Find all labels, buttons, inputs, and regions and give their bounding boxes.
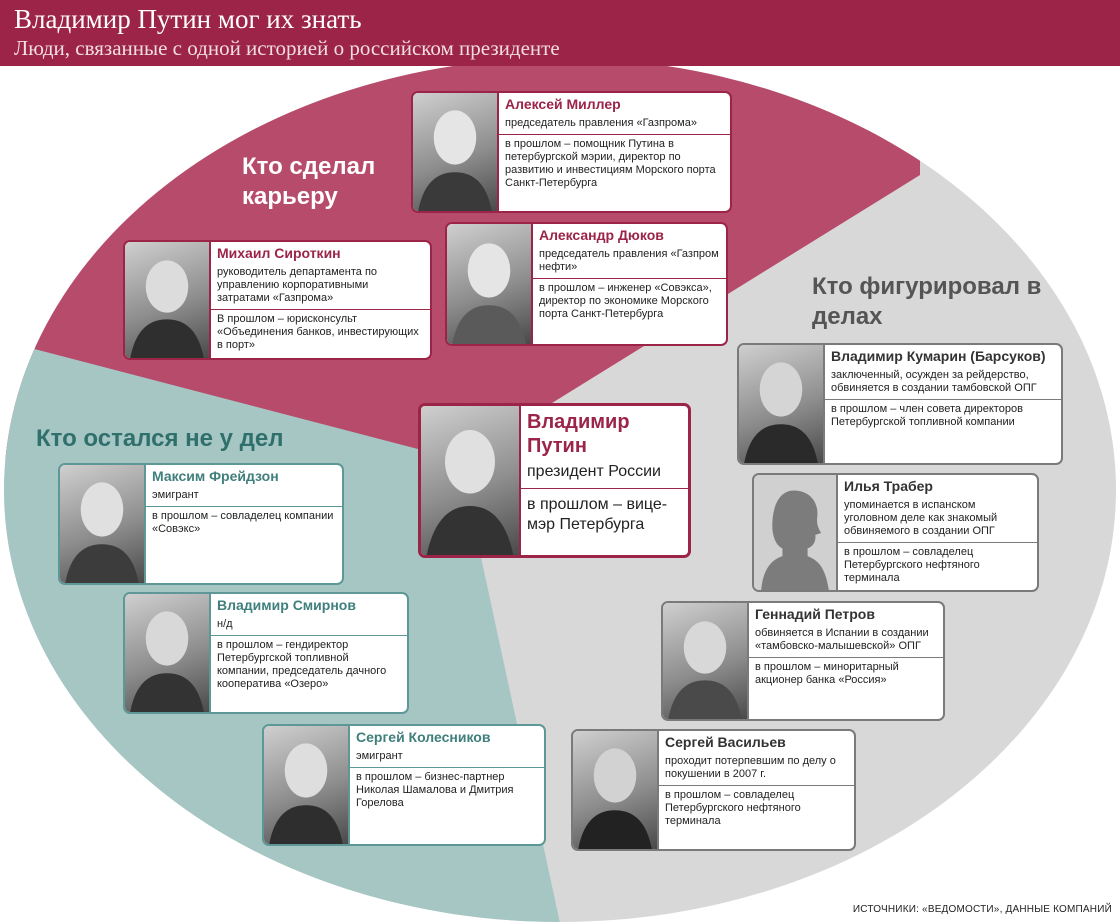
person-name: Александр Дюков bbox=[539, 227, 664, 243]
person-silhouette-icon bbox=[573, 731, 657, 849]
section-cases: Кто фигурировал в делах bbox=[812, 273, 1042, 330]
person-past: в прошлом – гендиректор Петербургской топливной компании, председатель дачного кооператива «Озеро» bbox=[211, 635, 407, 694]
person-name: Михаил Сироткин bbox=[217, 245, 341, 261]
person-past: в прошлом – миноритарный акционер банка «Россия» bbox=[749, 657, 943, 690]
person-role: президент России bbox=[521, 458, 688, 489]
person-role: председатель правления «Газпром нефти» bbox=[539, 248, 719, 273]
photo-dyukov bbox=[447, 224, 533, 344]
person-card-traber bbox=[752, 473, 1039, 592]
photo-freidzon bbox=[60, 465, 146, 583]
anonymous-silhouette-icon bbox=[754, 475, 836, 590]
person-silhouette-icon bbox=[447, 224, 531, 344]
person-name: Владимир Путин bbox=[527, 411, 630, 457]
person-silhouette-icon bbox=[421, 406, 519, 555]
person-past: в прошлом – вице-мэр Петербурга bbox=[527, 496, 668, 533]
photo-miller bbox=[413, 93, 499, 211]
person-role: руководитель департамента по управлению корпоративными затратами «Газпрома» bbox=[217, 266, 378, 304]
person-past: в прошлом – член совета директоров Петербургской топливной компании bbox=[825, 399, 1061, 432]
person-past: в прошлом – бизнес-партнер Николая Шамалова и Дмитрия Горелова bbox=[350, 767, 544, 813]
person-past: в прошлом – помощник Путина в петербургской мэрии, директор по развитию и инвестициям Морского порта Санкт-Петербурга bbox=[499, 134, 730, 193]
person-card-miller bbox=[411, 91, 732, 213]
header bbox=[0, 0, 1120, 66]
person-past: В прошлом – юрисконсульт «Объединения банков, инвестирующих в порт» bbox=[211, 309, 430, 355]
page-title: Владимир Путин мог их знать bbox=[14, 4, 362, 34]
person-role: эмигрант bbox=[356, 750, 403, 762]
person-name: Максим Фрейдзон bbox=[152, 468, 279, 484]
person-role: упоминается в испанском уголовном деле как знакомый обвиняемого в создании ОПГ bbox=[844, 499, 998, 537]
person-name: Сергей Васильев bbox=[665, 734, 786, 750]
person-name: Илья Трабер bbox=[844, 478, 933, 494]
person-card-petrov bbox=[661, 601, 945, 721]
photo-kumarin bbox=[739, 345, 825, 463]
photo-kolesnikov bbox=[264, 726, 350, 844]
person-card-kolesnikov bbox=[262, 724, 546, 846]
page-subtitle: Люди, связанные с одной историей о российском президенте bbox=[14, 36, 560, 60]
photo-smirnov bbox=[125, 594, 211, 712]
section-career: Кто сделал карьеру bbox=[242, 153, 376, 210]
person-card-putin bbox=[418, 403, 691, 558]
person-role: проходит потерпевшим по делу о покушении в 2007 г. bbox=[665, 755, 836, 780]
person-name: Геннадий Петров bbox=[755, 606, 875, 622]
person-silhouette-icon bbox=[125, 242, 209, 358]
person-name: Владимир Смирнов bbox=[217, 597, 356, 613]
person-past: в прошлом – совладелец Петербургского нефтяного терминала bbox=[838, 542, 1037, 588]
person-name: Сергей Колесников bbox=[356, 729, 491, 745]
person-card-kumarin bbox=[737, 343, 1063, 465]
person-silhouette-icon bbox=[125, 594, 209, 712]
photo-sirotkin bbox=[125, 242, 211, 358]
person-name: Владимир Кумарин (Барсуков) bbox=[831, 348, 1046, 364]
person-silhouette-icon bbox=[663, 603, 747, 719]
person-role: н/д bbox=[217, 618, 233, 630]
photo-vasiliev bbox=[573, 731, 659, 849]
photo-petrov bbox=[663, 603, 749, 719]
section-left-out: Кто остался не у дел bbox=[36, 425, 284, 452]
person-past: в прошлом – инженер «Совэкса», директор по экономике Морского порта Санкт-Петербурга bbox=[533, 278, 726, 324]
person-silhouette-icon bbox=[60, 465, 144, 583]
person-role: председатель правления «Газпрома» bbox=[505, 117, 697, 129]
person-role: эмигрант bbox=[152, 489, 199, 501]
person-card-freidzon bbox=[58, 463, 344, 585]
person-name: Алексей Миллер bbox=[505, 96, 621, 112]
person-card-sirotkin bbox=[123, 240, 432, 360]
photo-traber bbox=[754, 475, 838, 590]
person-card-dyukov bbox=[445, 222, 728, 346]
person-past: в прошлом – совладелец Петербургского нефтяного терминала bbox=[659, 785, 854, 831]
person-card-vasiliev bbox=[571, 729, 856, 851]
person-card-smirnov bbox=[123, 592, 409, 714]
person-role: обвиняется в Испании в создании «тамбовско-малышевской» ОПГ bbox=[755, 627, 929, 652]
person-past: в прошлом – совладелец компании «Совэкс» bbox=[146, 506, 342, 539]
person-silhouette-icon bbox=[264, 726, 348, 844]
person-silhouette-icon bbox=[739, 345, 823, 463]
person-role: заключенный, осужден за рейдерство, обвиняется в создании тамбовской ОПГ bbox=[831, 369, 1037, 394]
photo-putin bbox=[421, 406, 521, 555]
person-silhouette-icon bbox=[413, 93, 497, 211]
source-note: ИСТОЧНИКИ: «ВЕДОМОСТИ», ДАННЫЕ КОМПАНИЙ bbox=[852, 904, 1112, 915]
